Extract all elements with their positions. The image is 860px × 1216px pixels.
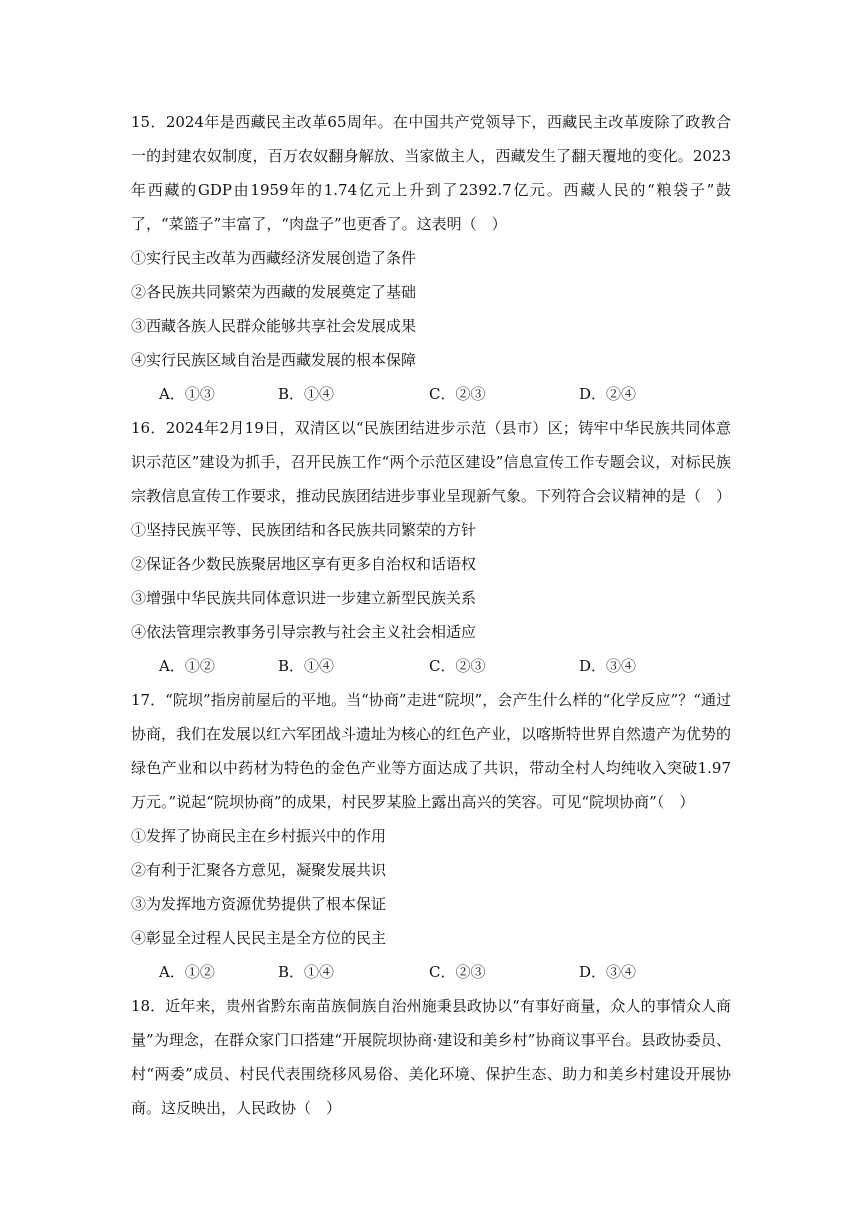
choice-b[interactable]: B．①④ bbox=[278, 963, 335, 981]
statement-4: ④彰显全过程人民民主是全方位的民主 bbox=[131, 929, 387, 947]
question-15 bbox=[131, 105, 731, 411]
choice-b[interactable]: B．①④ bbox=[278, 385, 335, 403]
statement-3: ③西藏各族人民群众能够共享社会发展成果 bbox=[131, 317, 417, 335]
statement-2: ②保证各少数民族聚居地区享有更多自治权和话语权 bbox=[131, 555, 477, 573]
statement-2: ②各民族共同繁荣为西藏的发展奠定了基础 bbox=[131, 283, 417, 301]
statement-2: ②有利于汇聚各方意见，凝聚发展共识 bbox=[131, 861, 387, 879]
statement-1: ①实行民主改革为西藏经济发展创造了条件 bbox=[131, 249, 417, 267]
question-list bbox=[131, 105, 731, 1125]
question-stem: 16．2024年2月19日，双清区以“民族团结进步示范（县市）区；铸牢中华民族共同体意识示范区”建设为抓手，召开民族工作“两个示范区建设”信息宣传工作专题会议，对标民族宗教信息宣传工作要求，推动民族团结进步事业呈现新气象。下列符合会议精神的是（ ） bbox=[131, 419, 732, 505]
choice-c[interactable]: C．②③ bbox=[429, 385, 486, 403]
statement-4: ④依法管理宗教事务引导宗教与社会主义社会相适应 bbox=[131, 623, 477, 641]
choice-c[interactable]: C．②③ bbox=[429, 963, 486, 981]
statement-1: ①发挥了协商民主在乡村振兴中的作用 bbox=[131, 827, 387, 845]
choice-d[interactable]: D．②④ bbox=[579, 385, 637, 403]
answer-choices bbox=[131, 955, 731, 989]
statement-3: ③为发挥地方资源优势提供了根本保证 bbox=[131, 895, 387, 913]
choice-a[interactable]: A．①③ bbox=[159, 385, 215, 403]
question-stem: 17．“院坝”指房前屋后的平地。当“协商”走进“院坝”，会产生什么样的“化学反应”？“通过协商，我们在发展以红六军团战斗遗址为核心的红色产业，以喀斯特世界自然遗产为优势的绿色产业和以中药材为特色的金色产业等方面达成了共识，带动全村人均纯收入突破1.97万元。”说起“院坝协商”的成果，村民罗某脸上露出高兴的笑容。可见“院坝协商”（ ） bbox=[131, 691, 732, 811]
question-16 bbox=[131, 411, 731, 683]
question-18 bbox=[131, 989, 731, 1125]
statement-1: ①坚持民族平等、民族团结和各民族共同繁荣的方针 bbox=[131, 521, 477, 539]
choice-d[interactable]: D．③④ bbox=[579, 963, 637, 981]
choice-a[interactable]: A．①② bbox=[159, 657, 215, 675]
statement-4: ④实行民族区域自治是西藏发展的根本保障 bbox=[131, 351, 417, 369]
statement-3: ③增强中华民族共同体意识进一步建立新型民族关系 bbox=[131, 589, 477, 607]
choice-b[interactable]: B．①④ bbox=[278, 657, 335, 675]
choice-d[interactable]: D．③④ bbox=[579, 657, 637, 675]
question-17 bbox=[131, 683, 731, 989]
answer-choices bbox=[131, 377, 731, 411]
question-stem: 15．2024年是西藏民主改革65周年。在中国共产党领导下，西藏民主改革废除了政教合一的封建农奴制度，百万农奴翻身解放、当家做主人，西藏发生了翻天覆地的变化。2023年西藏的GDP由1959年的1.74亿元上升到了2392.7亿元。西藏人民的“粮袋子”鼓了，“菜篮子”丰富了，“肉盘子”也更香了。这表明（ ） bbox=[131, 113, 731, 233]
question-stem: 18．近年来，贵州省黔东南苗族侗族自治州施秉县政协以“有事好商量，众人的事情众人商量”为理念，在群众家门口搭建“开展院坝协商·建设和美乡村”协商议事平台。县政协委员、村“两委”成员、村民代表围绕移风易俗、美化环境、保护生态、助力和美乡村建设开展协商。这反映出，人民政协（ ） bbox=[131, 997, 731, 1117]
choice-c[interactable]: C．②③ bbox=[429, 657, 486, 675]
answer-choices bbox=[131, 649, 731, 683]
choice-a[interactable]: A．①② bbox=[159, 963, 215, 981]
